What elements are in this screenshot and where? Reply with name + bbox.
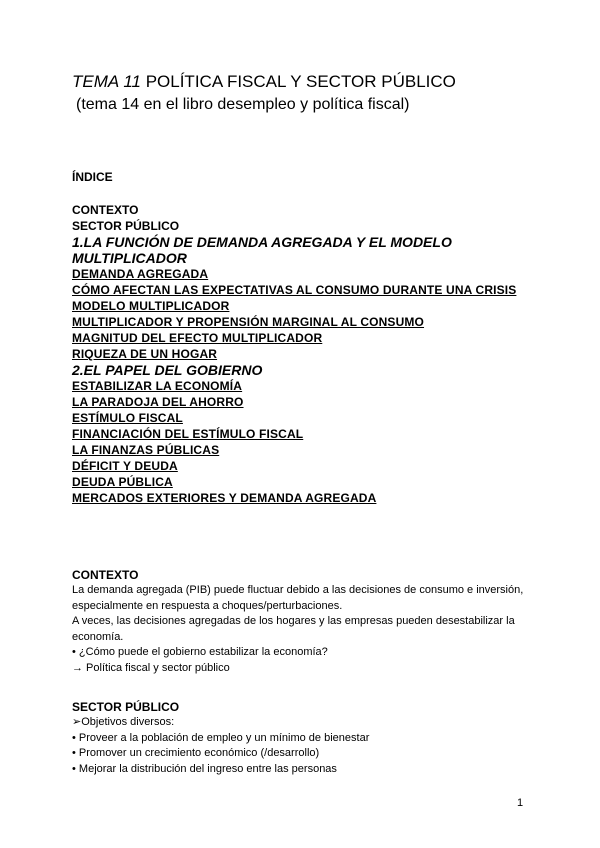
toc-link-finanzas-publicas[interactable]: LA FINANZAS PÚBLICAS — [72, 443, 220, 457]
bullet-line: • Proveer a la población de empleo y un mínimo de bienestar — [72, 731, 370, 744]
toc-link-demanda-agregada[interactable]: DEMANDA AGREGADA — [72, 267, 209, 281]
paragraph-line: especialmente en respuesta a choques/perturbaciones. — [72, 599, 343, 612]
paragraph-line: A veces, las decisiones agregadas de los hogares y las empresas pueden desestabilizar la — [72, 615, 515, 627]
table-of-contents — [72, 202, 532, 506]
section-contexto — [72, 568, 532, 676]
tema-number: TEMA 11 — [72, 72, 141, 91]
indice-heading: ÍNDICE — [72, 170, 113, 184]
title-text: POLÍTICA FISCAL Y SECTOR PÚBLICO — [140, 72, 456, 91]
paragraph-line: economía. — [72, 630, 124, 643]
section-heading: SECTOR PÚBLICO — [72, 700, 180, 714]
toc-link-mercados-exteriores[interactable]: MERCADOS EXTERIORES Y DEMANDA AGREGADA — [72, 491, 377, 505]
toc-link-deficit-deuda[interactable]: DÉFICIT Y DEUDA — [72, 459, 178, 473]
toc-link-magnitud-efecto[interactable]: MAGNITUD DEL EFECTO MULTIPLICADOR — [72, 331, 323, 345]
toc-link-estimulo-fiscal[interactable]: ESTÍMULO FISCAL — [72, 411, 183, 425]
toc-chapter-1: 1.LA FUNCIÓN DE DEMANDA AGREGADA Y EL MODELO MULTIPLICADOR — [72, 234, 452, 266]
paragraph-line: La demanda agregada (PIB) puede fluctuar debido a las decisiones de consumo e inversión, — [72, 584, 524, 596]
objetivos-line: ➢Objetivos diversos: — [72, 716, 175, 728]
toc-link-modelo-multiplicador[interactable]: MODELO MULTIPLICADOR — [72, 299, 230, 313]
bullet-line: • Mejorar la distribución del ingreso entre las personas — [72, 762, 337, 775]
page-subtitle: (tema 14 en el libro desempleo y política fiscal) — [76, 96, 410, 113]
bullet-line: • ¿Cómo puede el gobierno estabilizar la economía? — [72, 646, 328, 658]
page-number: 1 — [517, 797, 524, 809]
toc-link-riqueza-hogar[interactable]: RIQUEZA DE UN HOGAR — [72, 347, 218, 361]
toc-link-deuda-publica[interactable]: DEUDA PÚBLICA — [72, 475, 173, 489]
toc-chapter-2: 2.EL PAPEL DEL GOBIERNO — [72, 362, 263, 378]
toc-link-financiacion[interactable]: FINANCIACIÓN DEL ESTÍMULO FISCAL — [72, 427, 304, 441]
toc-item-contexto: CONTEXTO — [72, 203, 139, 217]
bullet-line: • Promover un crecimiento económico (/desarrollo) — [72, 747, 320, 759]
toc-link-propension-marginal[interactable]: MULTIPLICADOR Y PROPENSIÓN MARGINAL AL CONSUMO — [72, 315, 425, 329]
toc-link-expectativas[interactable]: CÓMO AFECTAN LAS EXPECTATIVAS AL CONSUMO DURANTE UNA CRISIS — [72, 283, 517, 297]
arrow-line: → Política fiscal y sector público — [72, 661, 230, 674]
section-heading: CONTEXTO — [72, 568, 139, 582]
page-title — [72, 72, 456, 92]
toc-link-paradoja-ahorro[interactable]: LA PARADOJA DEL AHORRO — [72, 395, 244, 409]
toc-link-estabilizar[interactable]: ESTABILIZAR LA ECONOMÍA — [72, 379, 243, 393]
toc-item-sector-publico: SECTOR PÚBLICO — [72, 219, 180, 233]
section-sector-publico — [72, 700, 532, 777]
